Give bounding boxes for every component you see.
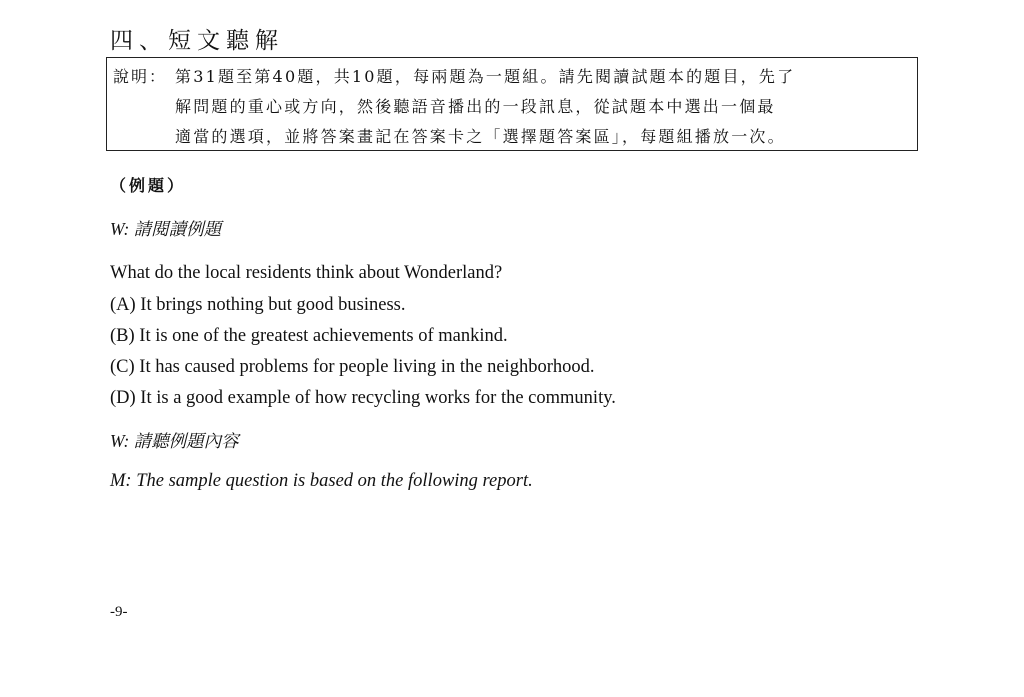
- example-question: What do the local residents think about Wonderland?: [110, 263, 503, 283]
- speaker-listen-prompt: W: 請聽例題內容: [110, 431, 239, 451]
- instructions-box: [106, 57, 918, 151]
- audio-intro-line: M: The sample question is based on the following report.: [110, 471, 533, 491]
- answer-option-d: (D) It is a good example of how recycling works for the community.: [110, 388, 616, 408]
- instructions-line: 解問題的重心或方向，然後聽語音播出的一段訊息，從試題本中選出一個最: [175, 97, 776, 116]
- speaker-read-prompt: W: 請閱讀例題: [110, 219, 222, 239]
- page-number: -9-: [110, 604, 128, 620]
- answer-option-a: (A) It brings nothing but good business.: [110, 295, 406, 315]
- example-label: （例題）: [110, 176, 187, 195]
- answer-option-b: (B) It is one of the greatest achievements of mankind.: [110, 326, 508, 346]
- instructions-label: 說明：: [113, 67, 168, 86]
- instructions-line: 適當的選項，並將答案畫記在答案卡之「選擇題答案區」，每題組播放一次。: [175, 127, 786, 146]
- answer-option-c: (C) It has caused problems for people living in the neighborhood.: [110, 357, 595, 377]
- section-title: 四、短文聽解: [110, 28, 284, 54]
- answer-options: [110, 294, 616, 418]
- instructions-line: 第31題至第40題，共10題，每兩題為一題組。請先閱讀試題本的題目，先了: [175, 67, 796, 86]
